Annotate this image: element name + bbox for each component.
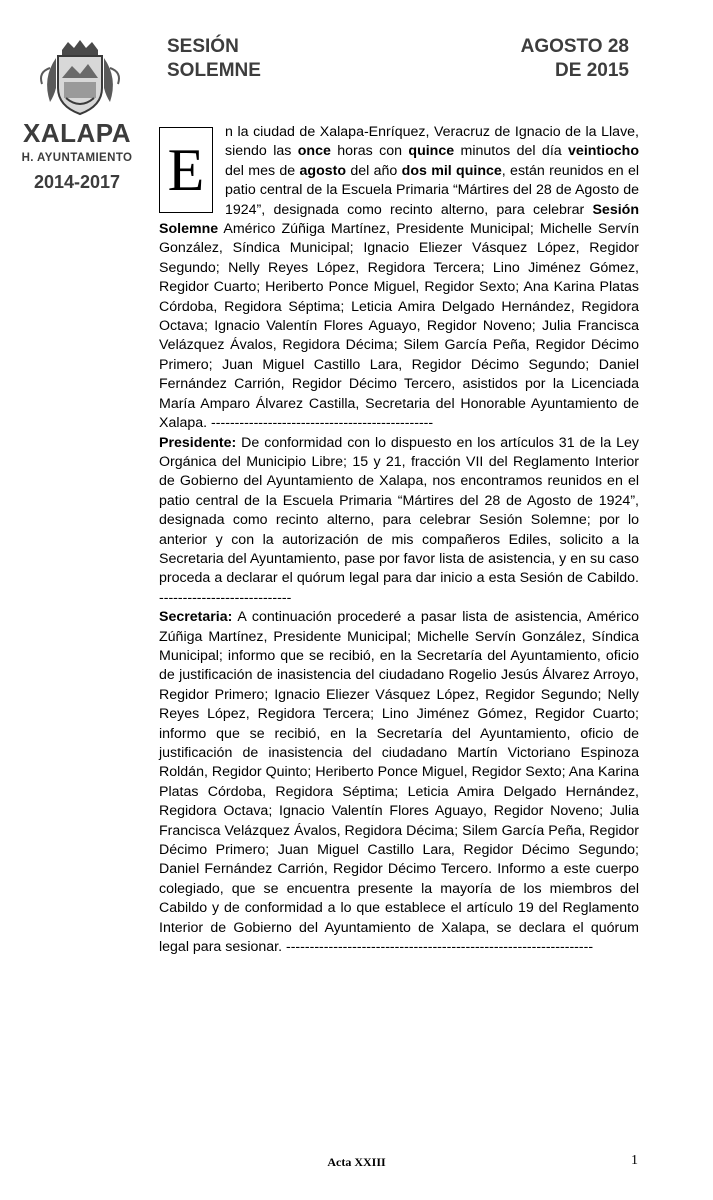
session-date-heading bbox=[521, 35, 629, 83]
speaker-label: Presidente: bbox=[159, 434, 237, 451]
text-run: del mes de bbox=[225, 162, 300, 179]
speech-text: De conformidad con lo dispuesto en los artículos 31 de la Ley Orgánica del Municipio Libre; 15 y 21, fracción VII del Reglamento Interior de Gobierno del Ayuntamiento de Xalapa, nos encontramos reunidos en el patio central de la Escuela Primaria “Mártires del 28 de Agosto de 1924”, designada como recinto alterno, para celebrar Sesión Solemne; por lo anterior y con la autorización de mis compañeros Ediles, solicito a la Secretaria del Ayuntamiento, pase por favor lista de asistencia, y en su caso proceda a declarar el quórum legal para dar inicio a esta Sesión de Cabildo. ---------------------------- bbox=[159, 434, 639, 606]
coat-of-arms-icon bbox=[20, 38, 140, 118]
session-type-heading bbox=[167, 35, 261, 83]
text-run: horas con bbox=[330, 143, 409, 160]
session-type-line1: SESIÓN bbox=[167, 36, 239, 57]
session-date-line1: AGOSTO 28 bbox=[520, 36, 629, 57]
bold-run: dos mil quince bbox=[401, 162, 502, 179]
logo-subtitle: H. AYUNTAMIENTO bbox=[21, 152, 133, 164]
text-run: Américo Zúñiga Martínez, Presidente Municipal; Michelle Servín González, Síndica Municipal; Ignacio Eliezer Vásquez López, Regidor Segundo; Nelly Reyes López, Regidora Tercera; Lino Jiménez Gómez, Regidor Cuarto; Heriberto Ponce Miguel, Regidor Sexto; Ana Karina Platas Córdoba, Regidora Séptima; Leticia Amira Delgado Hernández, Regidora Octava; Ignacio Valentín Flores Aguayo, Regidor Noveno; Julia Francisca Velázquez Ávalos, Regidora Décima; Silem García Peña, Regidor Décimo Primero; Juan Miguel Castillo Lara, Regidor Décimo Segundo; Daniel Fernández Carrión, Regidor Décimo Tercero, asistidos por la Licenciada María Amparo Álvarez Castilla, Secretaria del Honorable Ayuntamiento de Xalapa. ----------------------------------------------- bbox=[159, 221, 639, 432]
president-paragraph bbox=[159, 434, 639, 609]
opening-paragraph bbox=[159, 123, 639, 434]
drop-cap: E bbox=[159, 127, 213, 213]
session-type-line2: SOLEMNE bbox=[167, 60, 261, 81]
text-run: minutos del día bbox=[454, 143, 569, 160]
speech-text: A continuación procederé a pasar lista de asistencia, Américo Zúñiga Martínez, Presidente Municipal; Michelle Servín González, Síndica Municipal; informo que se recibió, en la Secretaría del Ayuntamiento, oficio de justificación de inasistencia del ciudadano Rogelio Jesús Álvarez Arroyo, Regidor Primero; Ignacio Eliezer Vásquez López, Regidor Segundo; Nelly Reyes López, Regidora Tercera; Lino Jiménez Gómez, Regidor Cuarto; informo que se recibió, en la Secretaría del Ayuntamiento, oficio de justificación de inasistencia del ciudadano Martín Victoriano Espinoza Roldán, Regidor Quinto; Heriberto Ponce Miguel, Regidor Sexto; Ana Karina Platas Córdoba, Regidora Séptima; Leticia Amira Delgado Hernández, Regidora Octava; Ignacio Valentín Flores Aguayo, Regidor Noveno; Julia Francisca Velázquez Ávalos, Regidora Décima; Silem García Peña, Regidor Décimo Primero; Juan Miguel Castillo Lara, Regidor Décimo Segundo; Daniel Fernández Carrión, Regidor Décimo Tercero. Informo a este cuerpo colegiado, que se encuentra presente la mayoría de los miembros del Cabildo y de conformidad a lo que establece el artículo 19 del Reglamento Interior de Gobierno del Ayuntamiento de Xalapa, se declara el quórum legal para sesionar. ----------------------------------------------------------------- bbox=[159, 609, 639, 956]
bold-run: once bbox=[297, 143, 331, 160]
acta-label: Acta XXIII bbox=[327, 1155, 386, 1169]
minutes-body bbox=[159, 123, 639, 957]
session-date-line2: DE 2015 bbox=[555, 60, 629, 81]
text-run: del año bbox=[346, 162, 402, 179]
bold-run: agosto bbox=[299, 162, 347, 179]
text-run: , están reunidos en el patio central de la Escuela Primaria “Mártires del 28 de Agosto de 1924”, designada como recinto alterno, para celebrar bbox=[225, 162, 640, 218]
speaker-label: Secretaria: bbox=[159, 609, 233, 626]
bold-run: Sesión Solemne bbox=[159, 201, 639, 238]
bold-run: veintiocho bbox=[568, 143, 639, 160]
bold-run: quince bbox=[408, 143, 455, 160]
administration-period: 2014-2017 bbox=[33, 172, 121, 192]
secretary-paragraph bbox=[159, 608, 639, 957]
text-run: n la ciudad de Xalapa-Enríquez, Veracruz de Ignacio de la Llave, siendo las bbox=[225, 124, 639, 160]
logo-name: XALAPA bbox=[23, 118, 131, 148]
page-number: 1 bbox=[631, 1153, 638, 1168]
